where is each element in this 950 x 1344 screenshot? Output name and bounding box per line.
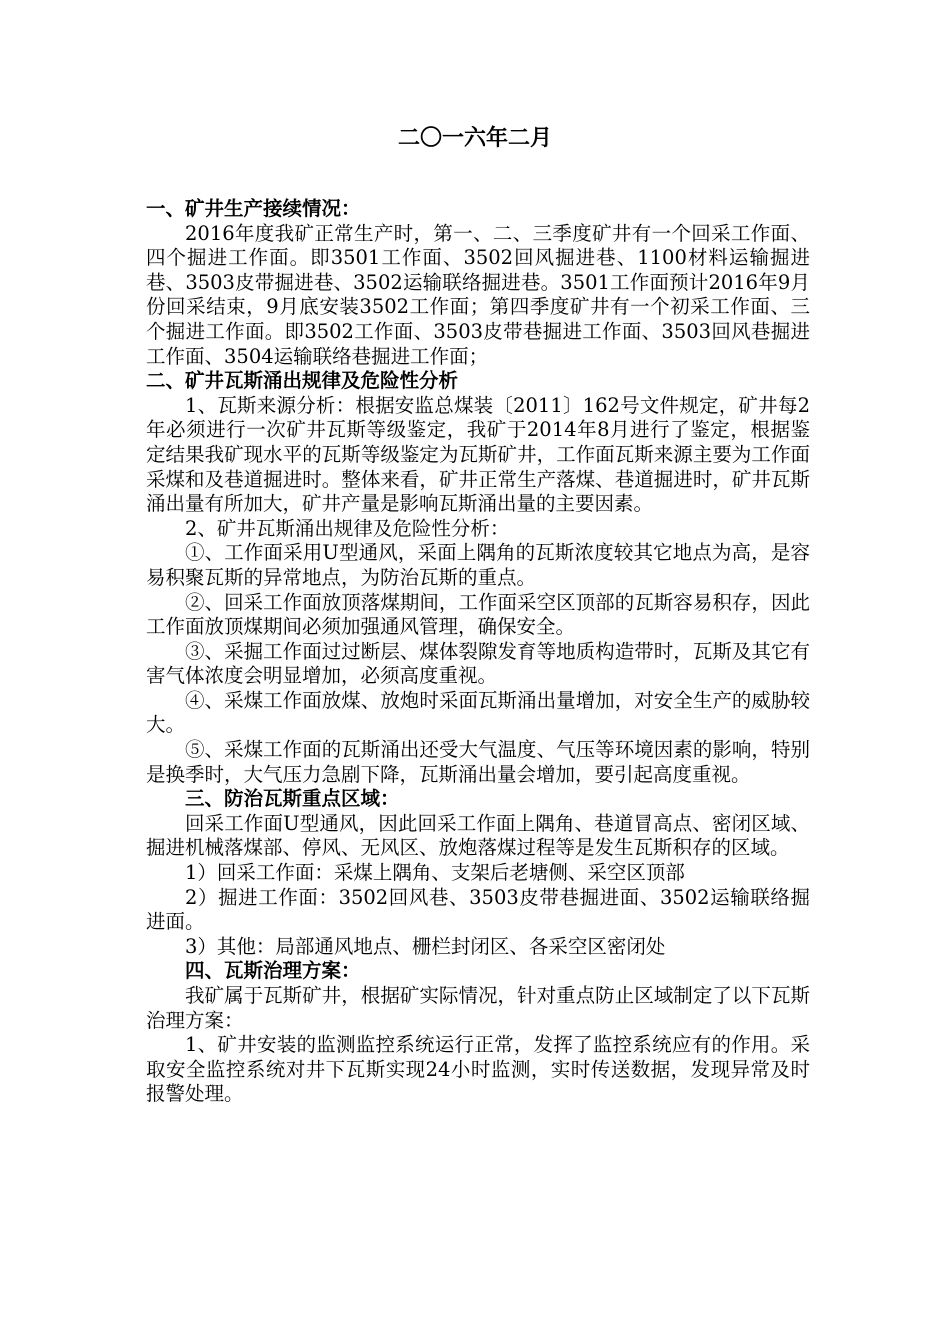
section-2-paragraph: ②、回采工作面放顶落煤期间，工作面采空区顶部的瓦斯容易积存，因此工作面放顶煤期间必须加强通风管理，确保安全。 xyxy=(146,590,810,639)
section-1-paragraph: 2016年度我矿正常生产时，第一、二、三季度矿井有一个回采工作面、四个掘进工作面。即3501工作面、3502回风掘进巷、1100材料运输掘进巷、3503皮带掘进巷、3502运输联络掘进巷。3501工作面预计2016年9月份回采结束，9月底安装3502工作面；第四季度矿井有一个初采工作面、三个掘进工作面。即3502工作面、3503皮带巷掘进工作面、3503回风巷掘进工作面、3504运输联络巷掘进工作面； xyxy=(146,221,810,368)
section-4-heading: 四、瓦斯治理方案： xyxy=(185,959,361,983)
section-4-paragraph: 1、矿井安装的监测监控系统运行正常，发挥了监控系统应有的作用。采取安全监控系统对井下瓦斯实现24小时监测，实时传送数据，发现异常及时报警处理。 xyxy=(146,1033,810,1106)
section-2-paragraph: 2、矿井瓦斯涌出规律及危险性分析： xyxy=(185,516,510,540)
section-3-paragraph: 回采工作面U型通风，因此回采工作面上隅角、巷道冒高点、密闭区域、掘进机械落煤部、停风、无风区、放炮落煤过程等是发生瓦斯积存的区域。 xyxy=(146,811,810,860)
section-3-heading: 三、防治瓦斯重点区域： xyxy=(185,787,400,811)
section-3-paragraph: 3）其他：局部通风地点、栅栏封闭区、各采空区密闭处 xyxy=(185,934,666,958)
section-2-paragraph: ①、工作面采用U型通风，采面上隅角的瓦斯浓度较其它地点为高，是容易积聚瓦斯的异常地点，为防治瓦斯的重点。 xyxy=(146,541,810,589)
document-body xyxy=(146,197,810,1107)
document-date: 二〇一六年二月 xyxy=(397,125,552,151)
section-2-paragraph: 1、瓦斯来源分析：根据安监总煤装〔2011〕162号文件规定，矿井每2年必须进行一次矿井瓦斯等级鉴定，我矿于2014年8月进行了鉴定，根据鉴定结果我矿现水平的瓦斯等级鉴定为瓦斯矿井，工作面瓦斯来源主要为工作面采煤和及巷道掘进时。整体来看，矿井正常生产落煤、巷道掘进时，矿井瓦斯涌出量有所加大，矿井产量是影响瓦斯涌出量的主要因素。 xyxy=(146,393,810,516)
section-2-paragraph: ③、采掘工作面过过断层、煤体裂隙发育等地质构造带时，瓦斯及其它有害气体浓度会明显增加，必须高度重视。 xyxy=(146,639,810,688)
section-2-paragraph: ④、采煤工作面放煤、放炮时采面瓦斯涌出量增加，对安全生产的威胁较大。 xyxy=(146,688,810,737)
section-2-heading: 二、矿井瓦斯涌出规律及危险性分析 xyxy=(146,369,459,393)
section-1-heading: 一、矿井生产接续情况： xyxy=(146,197,361,220)
section-2-paragraph: ⑤、采煤工作面的瓦斯涌出还受大气温度、气压等环境因素的影响，特别是换季时，大气压力急剧下降，瓦斯涌出量会增加，要引起高度重视。 xyxy=(146,738,810,786)
section-3-paragraph: 2）掘进工作面：3502回风巷、3503皮带巷掘进面、3502运输联络掘进面。 xyxy=(146,885,810,934)
section-3-paragraph: 1）回采工作面：采煤上隅角、支架后老塘侧、采空区顶部 xyxy=(185,861,685,885)
section-4-paragraph: 我矿属于瓦斯矿井，根据矿实际情况，针对重点防止区域制定了以下瓦斯治理方案： xyxy=(146,984,810,1032)
